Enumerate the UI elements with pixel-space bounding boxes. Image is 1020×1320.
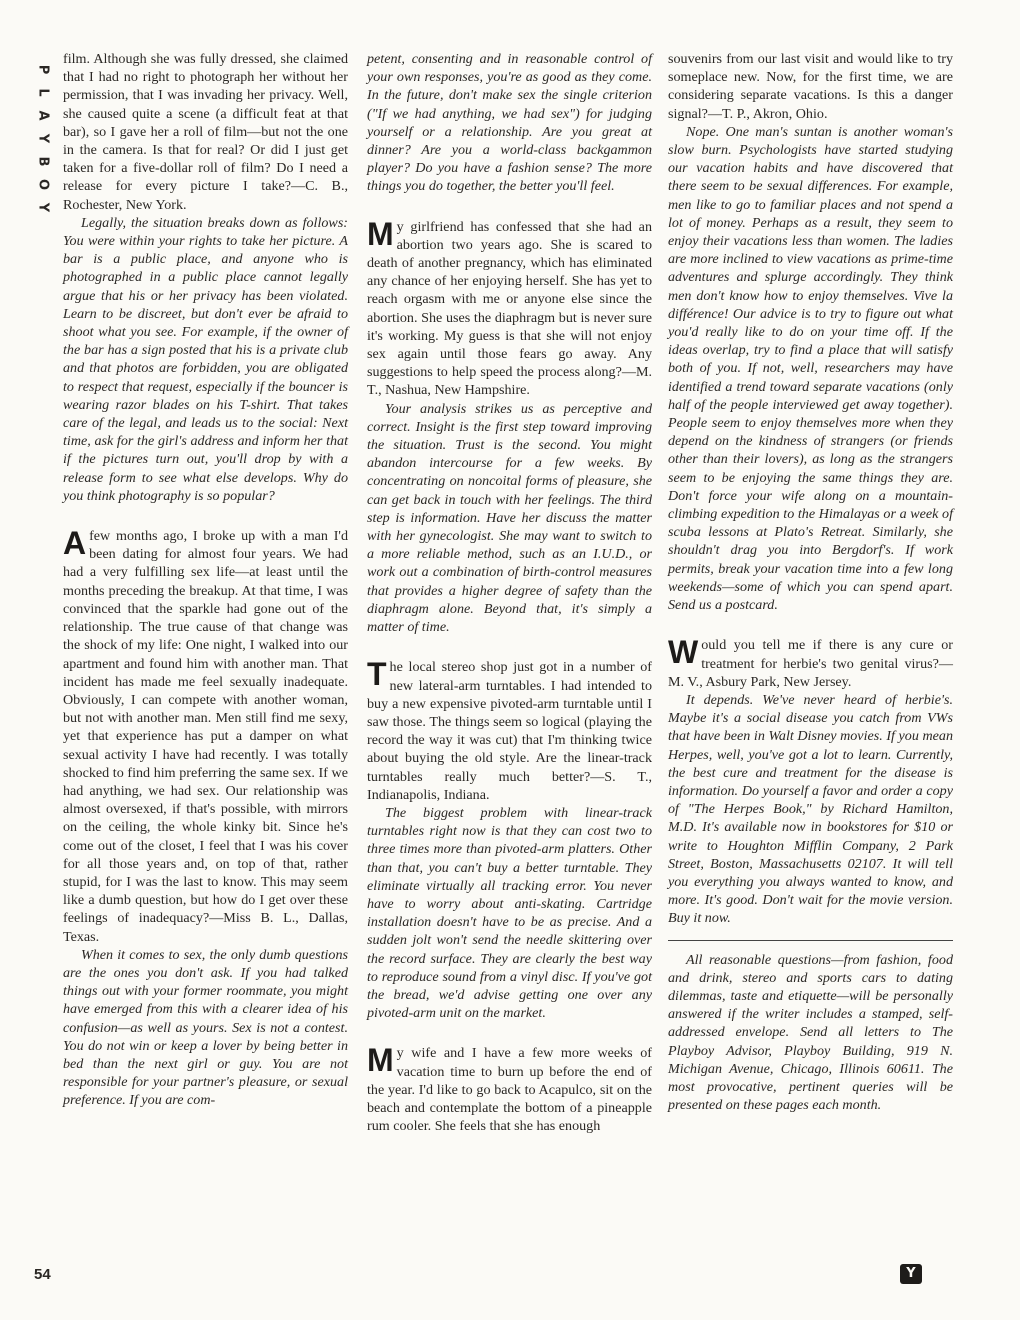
running-head-letter: Y — [35, 133, 51, 144]
column-3 — [668, 50, 953, 1114]
question-text — [63, 527, 348, 946]
answer-text: petent, consenting and in reasonable control of your own responses, you're as good as they come. In the future, don't make sex the single criterion ("If we had anything, we had sex") for judging yourself or a relationship. Are you great at dinner? Are you a world-class backgammon player? Do you have a fashion sense? The more things you do together, the better you'll feel. — [367, 51, 652, 195]
question-text — [668, 636, 953, 691]
question-text: souvenirs from our last visit and would like to try someplace new. Now, for the first time, we are considering separate vacations. Is this a danger signal?—T. P., Akron, Ohio. — [668, 51, 953, 122]
running-head-letter: B — [35, 156, 51, 167]
question-body: ould you tell me if there is any cure or treatment for herbie's two genital virus?—M. V., Asbury Park, New Jersey. — [668, 637, 953, 690]
question-text — [367, 1044, 652, 1135]
drop-cap: T — [367, 656, 387, 693]
running-head-letter: A — [35, 110, 51, 121]
question-body: he local stereo shop just got in a number of new lateral-arm turntables. I had intended to buy a new expensive pivoted-arm turntable until I saw those. The things seem so logical (playing the record the way it was cut) that I'm thinking twice about buying the old style. Are the linear-track turntables really much better?—S. T., Indianapolis, Indiana. — [367, 659, 652, 803]
drop-cap: A — [63, 525, 87, 562]
question-body: y girlfriend has confessed that she had an abortion two years ago. She is scared to death of another pregnancy, which has eliminated any chance of her enjoying herself. She has yet to reach orgasm with me or anyone else since the abortion. She uses the diaphragm but is never sure it's working. My guess is that she will not enjoy sex again until those fears go away. Any suggestions to help speed the process along?—M. T., Nashua, New Hampshire. — [367, 218, 652, 399]
running-head-letter: O — [35, 178, 51, 191]
drop-cap: M — [367, 1042, 394, 1079]
question-body: few months ago, I broke up with a man I'd been dating for almost four years. We had had a very fulfilling sex life—at least until the months preceding the breakup. At that time, I was convinced that the sparkle had gone out of the relationship. The true cause of that change was the shock of my life: One night, I walked into our apartment and found him with another man. That incident has made me feel sexually inadequate. Obviously, I can compete with another woman, but not with another man. Men still find me sexy, yet that experience has put a damper on what sexual activity I have had recently. I was totally shocked to find him preferring the same sex. If we had anything, we had sex. Our relationship was almost oversexed, if that's possible, with mirrors on the ceiling, the whole kinky bit. Since he's come out of the closet, I feel that I was his cover for all those years and, on top of that, rather stupid, for I was the last to know. This may seem like a dumb question, but how do I get over these feelings of inadequacy?—Miss B. L., Dallas, Texas. — [63, 528, 348, 945]
advisor-note-text: All reasonable questions—from fashion, food and drink, stereo and sports cars to dating dilemmas, taste and etiquette—will be personally answered if the writer includes a stamped, self-addressed envelope. Send all letters to The Playboy Advisor, Playboy Building, 919 N. Michigan Avenue, Chicago, Illinois 60611. The most provocative, pertinent queries will be presented on these pages each month. — [668, 951, 953, 1114]
running-head-letter: L — [35, 88, 51, 97]
column-1 — [63, 50, 348, 1110]
answer-text: When it comes to sex, the only dumb questions are the ones you don't ask. If you had talked things out with your former roommate, you might have emerged from this with a clearer idea of his confusion—as well as yours. Sex is not a contest. You do not win or keep a lover by being better in bed than the next girl or guy. You are not responsible for your partner's pleasure, or sexual preference. If you are com- — [63, 946, 348, 1109]
answer-text: It depends. We've never heard of herbie's. Maybe it's a social disease you catch from VWs that have been in Walt Disney movies. If you mean Herpes, well, you've got a lot to learn. Currently, the best cure and treatment for the disease is information. Do yourself a favor and order a copy of "The Herpes Book," by Richard Hamilton, M.D. It's available now in bookstores for $10 or write to Houghton Mifflin Company, 2 Park Street, Boston, Massachusetts 02107. It will tell you everything you always wanted to know, and more. It's good. Don't wait for the movie version. Buy it now. — [668, 691, 953, 927]
question-text — [367, 215, 652, 400]
answer-text: Nope. One man's suntan is another woman's slow burn. Psychologists have started studying our vacation habits and have discovered that there seem to be sexual differences. For example, men like to go to familiar places and not spend a lot of money. Perhaps as a result, they seem to enjoy their vacations less than women. The ladies are more inclined to view vacations as prime-time adventures and splurge accordingly. They think men don't know how to enjoy themselves. Vive la différence! Our advice is to try to figure out what you'd really like to do on your time off. If the ideas overlap, try to find a place that will satisfy both of you. If not, well, researchers may have identified a trend toward separate vacations (only half of the people interviewed get away together). People seem to enjoy themselves more when they depend on the kindness of strangers (or friends other than their lovers), as long as the strangers seem to be enjoying the same things they are. Don't force your wife along on a mountain-climbing expedition to the Himalayas or a week of scuba lessons at Plato's Retreat. Similarly, she shouldn't drag you into Bergdorf's. If work permits, break your vacation time into a few long weekends—some of which you can spend apart. Send us a postcard. — [668, 123, 953, 614]
drop-cap: M — [367, 215, 394, 252]
question-text: film. Although she was fully dressed, she claimed that I had no right to photograph her without her permission, that I was invading her privacy. Well, she caused quite a scene (a difficult feat at that bar), so I gave her a roll of film—but not the one in the camera. Is that for real? Or did I just get taken for a five-dollar roll of film? Do I need a release for every picture I take?—C. B., Rochester, New York. — [63, 51, 348, 213]
page-number: 54 — [34, 1266, 51, 1283]
end-mark-icon: Y — [900, 1264, 922, 1284]
running-head — [36, 58, 50, 219]
answer-text: Your analysis strikes us as perceptive and correct. Insight is the first step toward improving the situation. Trust is the second. You might abandon intercourse for a few weeks. By concentrating on noncoital forms of pleasure, she can get back in touch with her feelings. The third step is information. Have her discuss the matter with her gynecologist. She may want to switch to a more reliable method, such as an I.U.D., or work out a combination of birth-control measures that provides a higher degree of safety than the diaphragm alone. Beyond that, it's simply a matter of time. — [367, 400, 652, 636]
running-head-letter: P — [35, 64, 51, 75]
column-2 — [367, 50, 652, 1135]
drop-cap: W — [668, 634, 699, 671]
answer-text: Legally, the situation breaks down as follows: You were within your rights to take her picture. A bar is a public place, and anyone who is photographed in a public place cannot legally argue that his or her privacy has been violated. Learn to be discreet, but don't ever be afraid to shoot what you see. For example, if the owner of the bar has a sign posted that his is a private club and that photos are forbidden, you are obligated to respect that request, especially if the bouncer is wearing razor blades on his T-shirt. That takes care of the legal, and leads us to the social: Next time, ask for the girl's address and inform her that if the pictures turn out, you'll drop by with a release form to see what else develops. Why do you think photography is so popular? — [63, 214, 348, 504]
question-body: y wife and I have a few more weeks of vacation time to burn up before the end of the year. I'd like to go back to Acapulco, sit on the beach and contemplate the bottom of a pineapple rum cooler. She feels that she has enough — [367, 1045, 652, 1135]
running-head-letter: Y — [35, 202, 51, 213]
divider-rule — [668, 940, 953, 941]
question-text — [367, 658, 652, 804]
advisor-note — [668, 951, 953, 1115]
answer-text: The biggest problem with linear-track turntables right now is that they can cost two to three times more than pivoted-arm platters. Other than that, you can't buy a better turntable. They eliminate virtually all tracking error. You never have to worry about anti-skating. Cartridge installation doesn't have to be as precise. And a sudden jolt won't send the needle skittering over the record surface. They are clearly the best way to reproduce sound from a vinyl disc. If you've got the bread, we'd advise getting one over any pivoted-arm unit on the market. — [367, 804, 652, 1022]
